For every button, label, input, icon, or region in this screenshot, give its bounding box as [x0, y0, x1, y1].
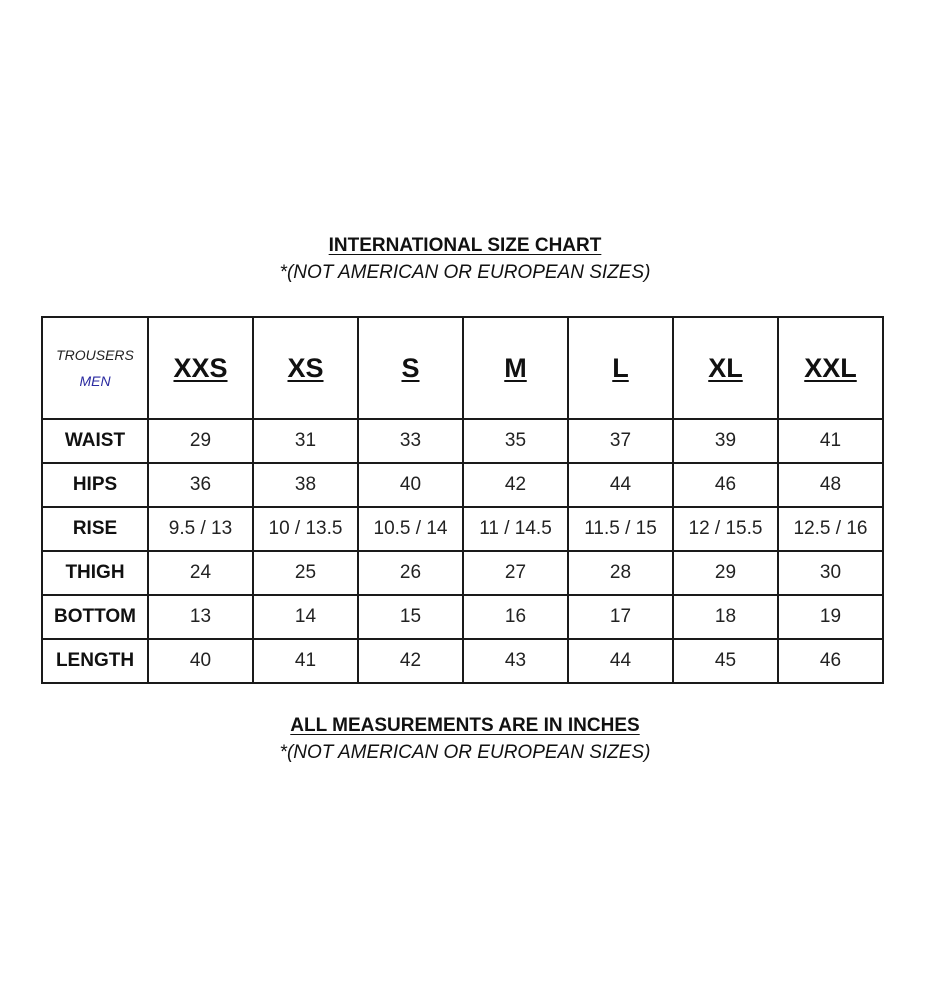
- chart-footer: [0, 713, 930, 767]
- table-cell: 42: [463, 463, 568, 507]
- size-header-l: L: [568, 317, 673, 419]
- table-cell: 15: [358, 595, 463, 639]
- table-row-hips: [42, 463, 883, 507]
- units-note: ALL MEASUREMENTS ARE IN INCHES: [290, 715, 640, 736]
- table-cell: 40: [358, 463, 463, 507]
- table-cell: 30: [778, 551, 883, 595]
- table-row-waist: [42, 419, 883, 463]
- table-row-length: [42, 639, 883, 683]
- row-label: WAIST: [42, 419, 148, 463]
- row-label: THIGH: [42, 551, 148, 595]
- table-cell: 25: [253, 551, 358, 595]
- table-cell: 43: [463, 639, 568, 683]
- table-cell: 10.5 / 14: [358, 507, 463, 551]
- table-cell: 17: [568, 595, 673, 639]
- table-cell: 27: [463, 551, 568, 595]
- table-row-rise: [42, 507, 883, 551]
- table-cell: 29: [148, 419, 253, 463]
- row-label: LENGTH: [42, 639, 148, 683]
- table-cell: 46: [778, 639, 883, 683]
- table-cell: 14: [253, 595, 358, 639]
- row-label: RISE: [42, 507, 148, 551]
- table-cell: 12.5 / 16: [778, 507, 883, 551]
- table-row-thigh: [42, 551, 883, 595]
- gender-label: MEN: [79, 373, 111, 389]
- table-cell: 18: [673, 595, 778, 639]
- table-cell: 9.5 / 13: [148, 507, 253, 551]
- size-header-s: S: [358, 317, 463, 419]
- size-header-xxl: XXL: [778, 317, 883, 419]
- table-cell: 41: [253, 639, 358, 683]
- table-cell: 46: [673, 463, 778, 507]
- chart-heading: [0, 233, 930, 287]
- table-cell: 31: [253, 419, 358, 463]
- table-cell: 35: [463, 419, 568, 463]
- size-header-row: [42, 317, 883, 419]
- table-cell: 37: [568, 419, 673, 463]
- table-cell: 10 / 13.5: [253, 507, 358, 551]
- size-header-xl: XL: [673, 317, 778, 419]
- size-header-xxs: XXS: [148, 317, 253, 419]
- size-header-m: M: [463, 317, 568, 419]
- table-cell: 33: [358, 419, 463, 463]
- table-cell: 26: [358, 551, 463, 595]
- table-cell: 44: [568, 639, 673, 683]
- row-label: HIPS: [42, 463, 148, 507]
- footer-subtitle: *(NOT AMERICAN OR EUROPEAN SIZES): [279, 742, 651, 763]
- chart-subtitle: *(NOT AMERICAN OR EUROPEAN SIZES): [279, 262, 651, 283]
- table-cell: 41: [778, 419, 883, 463]
- table-cell: 38: [253, 463, 358, 507]
- table-cell: 11.5 / 15: [568, 507, 673, 551]
- table-cell: 40: [148, 639, 253, 683]
- table-cell: 13: [148, 595, 253, 639]
- table-corner-cell: [42, 317, 148, 419]
- table-cell: 24: [148, 551, 253, 595]
- table-cell: 42: [358, 639, 463, 683]
- table-cell: 48: [778, 463, 883, 507]
- table-cell: 19: [778, 595, 883, 639]
- table-cell: 28: [568, 551, 673, 595]
- table-cell: 29: [673, 551, 778, 595]
- table-cell: 12 / 15.5: [673, 507, 778, 551]
- category-label: TROUSERS: [56, 347, 134, 363]
- table-cell: 36: [148, 463, 253, 507]
- size-header-xs: XS: [253, 317, 358, 419]
- table-cell: 45: [673, 639, 778, 683]
- size-table: [41, 316, 884, 684]
- row-label: BOTTOM: [42, 595, 148, 639]
- table-cell: 44: [568, 463, 673, 507]
- table-row-bottom: [42, 595, 883, 639]
- chart-title: INTERNATIONAL SIZE CHART: [328, 235, 602, 256]
- table-cell: 11 / 14.5: [463, 507, 568, 551]
- table-cell: 16: [463, 595, 568, 639]
- table-cell: 39: [673, 419, 778, 463]
